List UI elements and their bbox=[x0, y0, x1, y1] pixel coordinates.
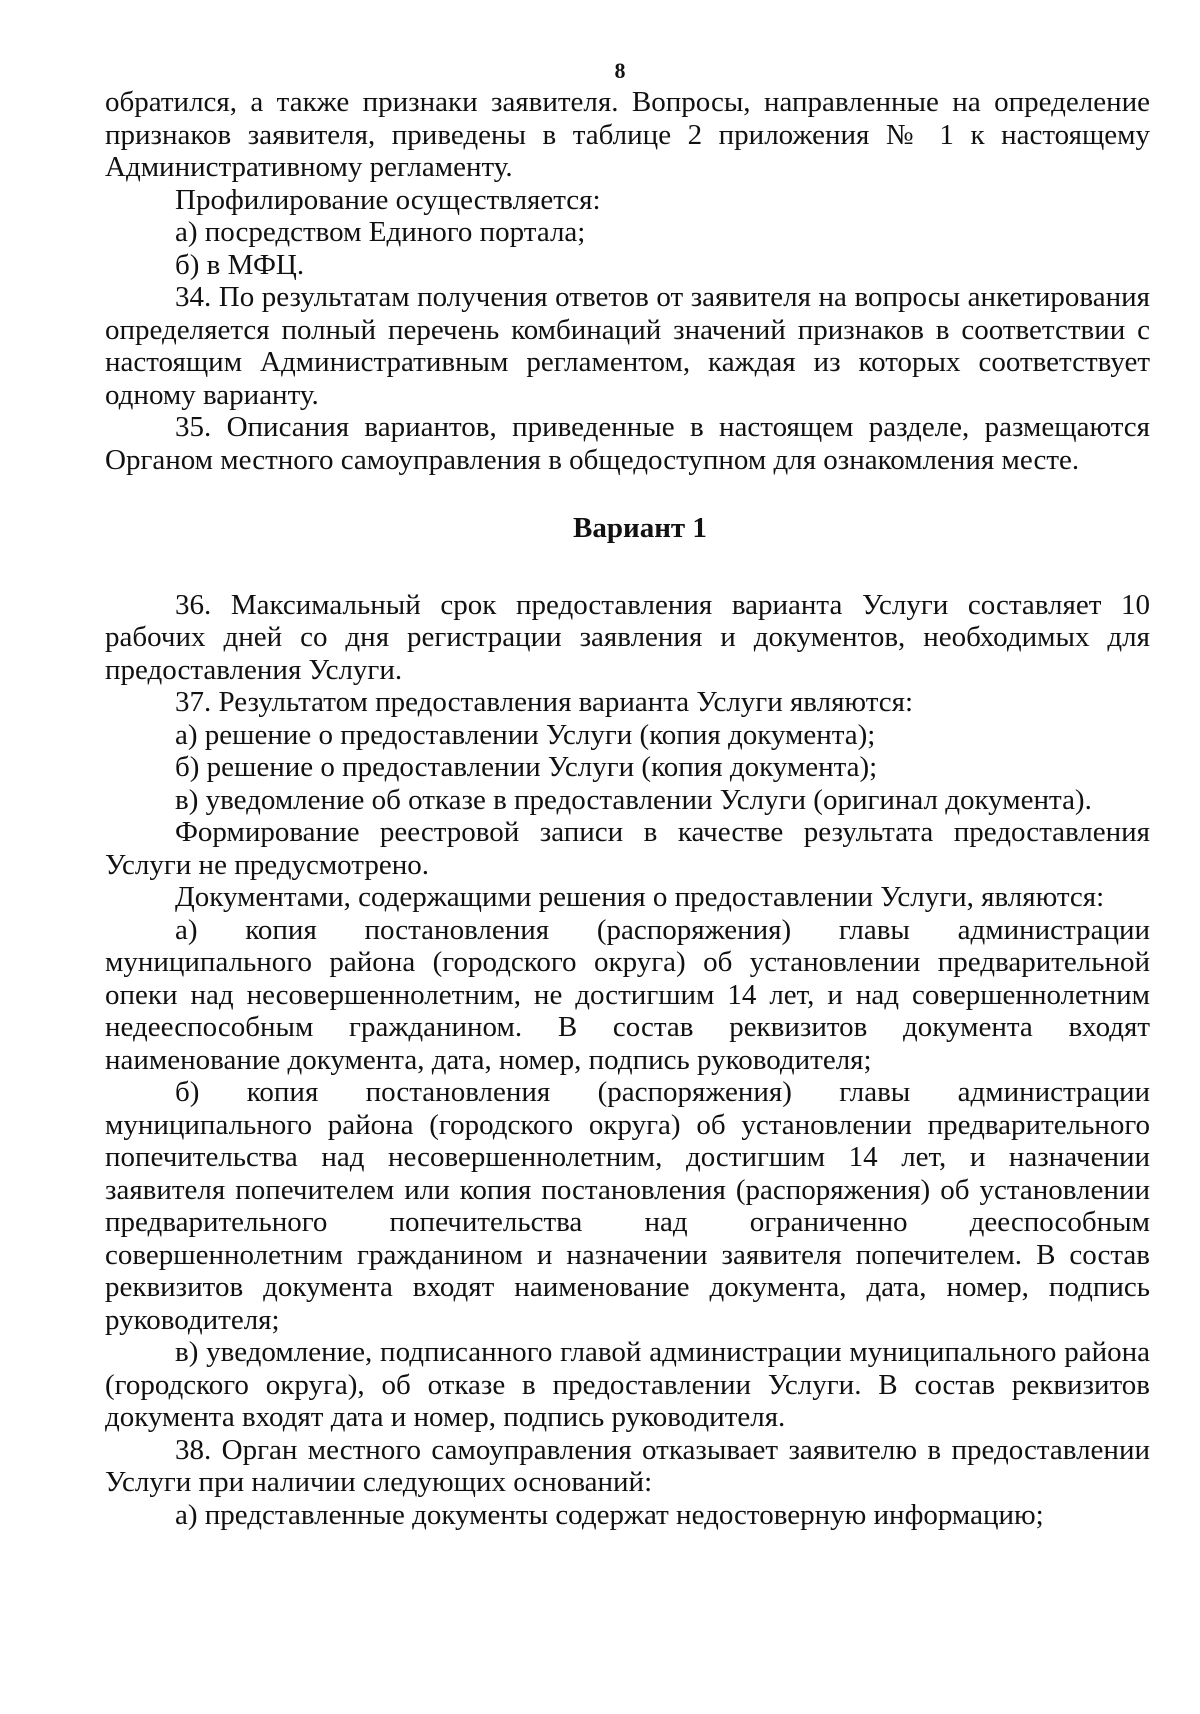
section-heading: Вариант 1 bbox=[573, 512, 707, 544]
paragraph: Профилирование осуществляется: bbox=[175, 183, 601, 216]
document-body bbox=[105, 86, 1150, 1531]
list-item: в) уведомление, подписанного главой администрации муниципального района (городского округа), об отказе в предоставлении Услуги. В состав реквизитов документа входят дата и номер, подпись руководителя. bbox=[105, 1336, 1150, 1433]
list-item: б) в МФЦ. bbox=[175, 248, 305, 281]
paragraph: Формирование реестровой записи в качестве результата предоставления Услуги не предусмотрено. bbox=[105, 816, 1150, 881]
paragraph: 35. Описания вариантов, приведенные в настоящем разделе, размещаются Органом местного самоуправления в общедоступном для ознакомления месте. bbox=[105, 411, 1150, 476]
list-item: а) копия постановления (распоряжения) главы администрации муниципального района (городского округа) об установлении предварительной опеки над несовершеннолетним, не достигшим 14 лет, и над совершеннолетним недееспособным гражданином. В состав реквизитов документа входят наименование документа, дата, номер, подпись руководителя; bbox=[105, 913, 1150, 1076]
paragraph: 38. Орган местного самоуправления отказывает заявителю в предоставлении Услуги при наличии следующих оснований: bbox=[105, 1433, 1150, 1498]
paragraph: 34. По результатам получения ответов от заявителя на вопросы анкетирования определяется полный перечень комбинаций значений признаков в соответствии с настоящим Административным регламентом, каждая из которых соответствует одному варианту. bbox=[105, 281, 1150, 411]
list-item: а) решение о предоставлении Услуги (копия документа); bbox=[175, 718, 876, 751]
list-item: б) решение о предоставлении Услуги (копия документа); bbox=[175, 751, 878, 783]
paragraph: 37. Результатом предоставления варианта Услуги являются: bbox=[175, 686, 913, 718]
list-item: а) посредством Единого портала; bbox=[175, 216, 586, 248]
list-item: б) копия постановления (распоряжения) главы администрации муниципального района (городского округа) об установлении предварительного попечительства над несовершеннолетним, достигшим 14 лет, и назначении заявителя попечителем или копия постановления (распоряжения) об установлении предварительного попечительства над ограниченно дееспособным совершеннолетним гражданином и назначении заявителя попечителем. В состав реквизитов документа входят наименование документа, дата, номер, подпись руководителя; bbox=[105, 1076, 1150, 1336]
list-item: в) уведомление об отказе в предоставлении Услуги (оригинал документа). bbox=[175, 783, 1092, 816]
page-number: 8 bbox=[614, 58, 626, 83]
paragraph: 36. Максимальный срок предоставления варианта Услуги составляет 10 рабочих дней со дня регистрации заявления и документов, необходимых для предоставления Услуги. bbox=[105, 588, 1150, 686]
paragraph: обратился, а также признаки заявителя. Вопросы, направленные на определение признаков заявителя, приведены в таблице 2 приложения № 1 к настоящему Административному регламенту. bbox=[105, 86, 1150, 183]
list-item: а) представленные документы содержат недостоверную информацию; bbox=[175, 1498, 1044, 1531]
paragraph: Документами, содержащими решения о предоставлении Услуги, являются: bbox=[175, 881, 1105, 913]
